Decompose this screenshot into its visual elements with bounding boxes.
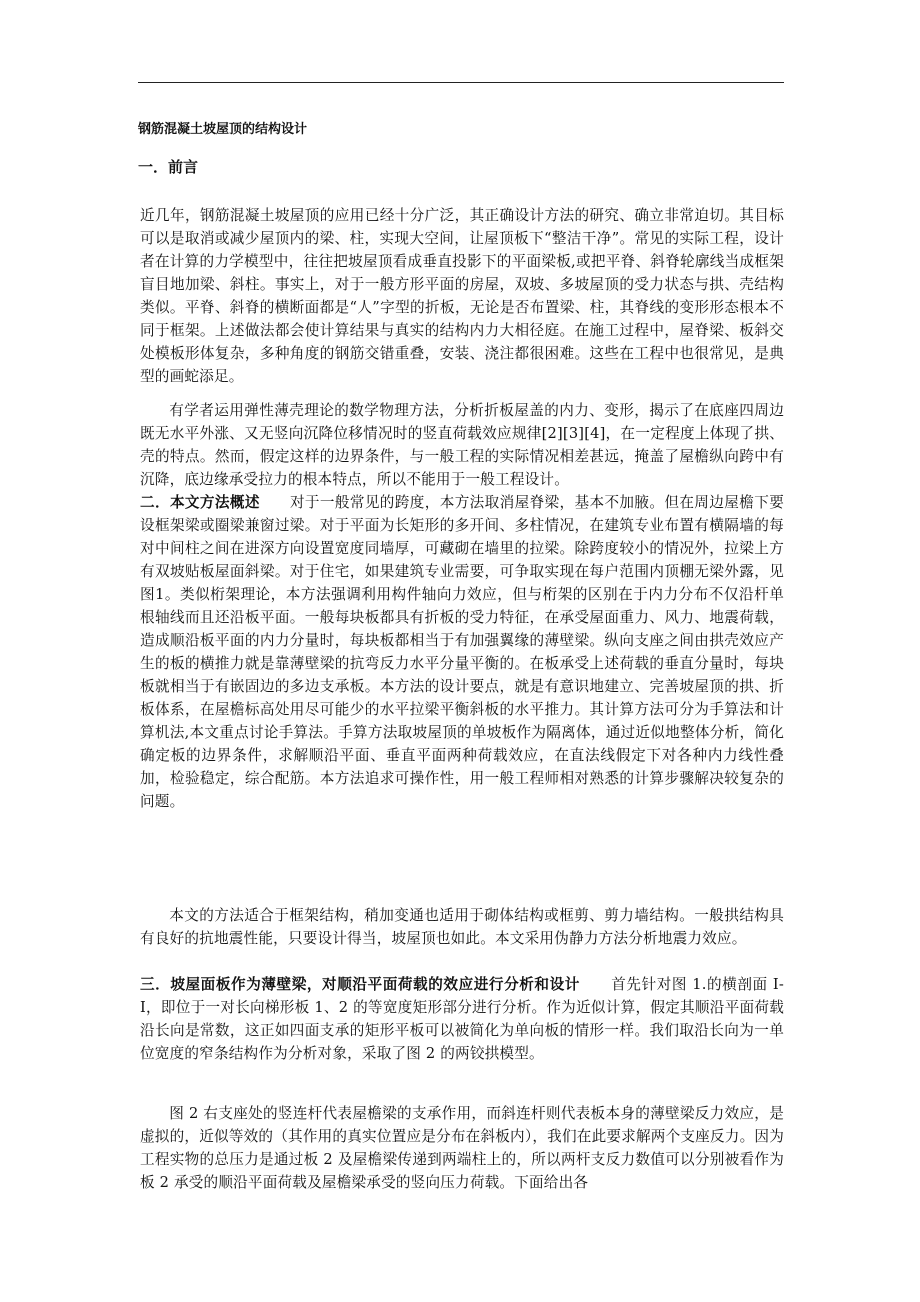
- paragraph-analysis-1: 首先针对图 1.的横剖面 I-I，即位于一对长向梯形板 1、2 的等宽度矩形部分进行分析。作为近似计算，假定其顺沿平面荷载沿长向是常数，这正如四面支承的矩形平板可以被简化为单向板的情形一样。我们取沿长向为一单位宽度的窄条结构作为分析对象，采取了图 2 的两铰拱模型。: [140, 976, 784, 1062]
- section-heading-1: 一．前言: [138, 158, 199, 176]
- header-rule: [138, 82, 784, 83]
- paragraph-intro-2: 有学者运用弹性薄壳理论的数学物理方法，分析折板屋盖的内力、变形，揭示了在底座四周边既无水平外涨、又无竖向沉降位移情况时的竖直荷载效应规律[2][3][4]，在一定程度上体现了拱、壳的特点。然而，假定这样的边界条件，与一般工程的实际情况相差甚远，掩盖了屋檐纵向跨中有沉降，底边缘承受拉力的根本特点，所以不能用于一般工程设计。: [140, 402, 784, 488]
- section-heading-2: 二．本文方法概述: [140, 494, 260, 511]
- inline-spacer: [260, 494, 290, 511]
- section-heading-3: 三．坡屋面板作为薄壁梁，对顺沿平面荷载的效应进行分析和设计: [140, 976, 580, 993]
- section-3-block: [140, 973, 784, 1065]
- section-2-block: [140, 491, 784, 813]
- paragraph-intro-1: 近几年，钢筋混凝土坡屋顶的应用已经十分广泛，其正确设计方法的研究、确立非常迫切。其目标可以是取消或减少屋顶内的梁、柱，实现大空间，让屋顶板下“整洁干净”。常见的实际工程，设计者在计算的力学模型中，往往把坡屋顶看成垂直投影下的平面梁板,或把平脊、斜脊轮廓线当成框架盲目地加梁、斜柱。事实上，对于一般方形平面的房屋，双坡、多坡屋顶的受力状态与拱、壳结构类似。平脊、斜脊的横断面都是“人”字型的折板，无论是否布置梁、柱，其脊线的变形形态根本不同于框架。上述做法都会使计算结果与真实的结构内力大相径庭。在施工过程中，屋脊梁、板斜交处模板形体复杂，多种角度的钢筋交错重叠，安装、浇注都很困难。这些在工程中也很常见，是典型的画蛇添足。: [140, 207, 784, 385]
- document-title: 钢筋混凝土坡屋顶的结构设计: [138, 122, 308, 137]
- paragraph-method: 对于一般常见的跨度，本方法取消屋脊梁，基本不加腋。但在周边屋檐下要设框架梁或圈梁兼窗过梁。对于平面为长矩形的多开间、多柱情况，在建筑专业布置有横隔墙的每对中间柱之间在进深方向设置宽度同墙厚，可藏砌在墙里的拉梁。除跨度较小的情况外，拉梁上方有双坡贴板屋面斜梁。对于住宅，如果建筑专业需要，可争取实现在每户范围内顶棚无梁外露，见图1。类似桁架理论，本方法强调利用构件轴向力效应，但与桁架的区别在于内力分布不仅沿杆单根轴线而且还沿板平面。一般每块板都具有折板的受力特征，在承受屋面重力、风力、地震荷载，造成顺沿板平面的内力分量时，每块板都相当于有加强翼缘的薄壁梁。纵向支座之间由拱壳效应产生的板的横推力就是靠薄壁梁的抗弯反力水平分量平衡的。在板承受上述荷载的垂直分量时，每块板就相当于有嵌固边的多边支承板。本方法的设计要点，就是有意识地建立、完善坡屋顶的拱、折板体系，在屋檐标高处用尽可能少的水平拉梁平衡斜板的水平推力。其计算方法可分为手算法和计算机法,本文重点讨论手算法。手算方法取坡屋顶的单坡板作为隔离体，通过近似地整体分析，简化确定板的边界条件，求解顺沿平面、垂直平面两种荷载效应，在直法线假定下对各种内力线性叠加，检验稳定，综合配筋。本方法追求可操作性，用一般工程师相对熟悉的计算步骤解决较复杂的问题。: [140, 494, 784, 810]
- inline-spacer: [580, 976, 611, 993]
- paragraph-analysis-2: 图 2 右支座处的竖连杆代表屋檐梁的支承作用，而斜连杆则代表板本身的薄壁梁反力效应，是虚拟的，近似等效的（其作用的真实位置应是分布在斜板内），我们在此要求解两个支座反力。因为工程实物的总压力是通过板 2 及屋檐梁传递到两端柱上的，所以两杆支反力数值可以分别被看作为板 2 承受的顺沿平面荷载及屋檐梁承受的竖向压力荷载。下面给出各: [140, 1105, 784, 1191]
- paragraph-applicability: 本文的方法适合于框架结构，稍加变通也适用于砌体结构或框剪、剪力墙结构。一般拱结构具有良好的抗地震性能，只要设计得当，坡屋顶也如此。本文采用伪静力方法分析地震力效应。: [140, 907, 784, 947]
